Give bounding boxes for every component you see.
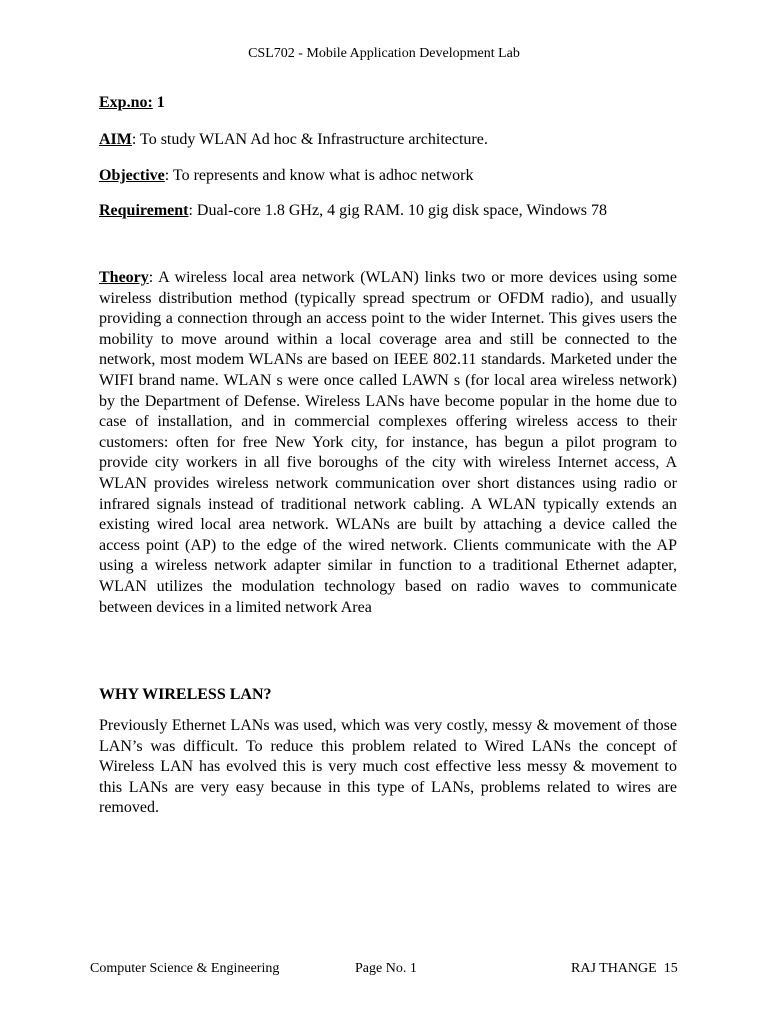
theory-text: : A wireless local area network (WLAN) links two or more devices using some wireless distribution method (typically spread spectrum or OFDM radio), and usually providing a connection through an access point to the wider Internet. This gives users the mobility to move around within a local coverage area and still be connected to the network, most modem WLANs are based on IEEE 802.11 standards. Marketed under the WIFI brand name. WLAN s were once called LAWN s (for local area wireless network) by the Department of Defense. Wireless LANs have become popular in the home due to case of installation, and in commercial complexes offering wireless access to their customers: often for free New York city, for instance, has begun a pilot program to provide city workers in all five boroughs of the city with wireless Internet access, A WLAN provides wireless network communication over short distances using radio or infrared signals instead of traditional network cabling. A WLAN typically extends an existing wired local area network. WLANs are built by attaching a device called the access point (AP) to the edge of the wired network. Clients communicate with the AP using a wireless network adapter similar in function to a traditional Ethernet adapter, WLAN utilizes the modulation technology based on radio waves to communicate between devices in a limited network Area [99,269,677,616]
footer-department: Computer Science & Engineering [90,961,280,976]
page-header: CSL702 - Mobile Application Development Lab [248,46,520,61]
requirement-text: : Dual-core 1.8 GHz, 4 gig RAM. 10 gig disk space, Windows 78 [188,202,608,219]
theory-label: Theory [99,269,149,286]
aim-text: : To study WLAN Ad hoc & Infrastructure architecture. [131,131,488,148]
exp-no-label: Exp.no: [99,94,153,111]
objective-text: : To represents and know what is adhoc network [164,167,474,184]
exp-no-line [99,94,165,112]
exp-no-value: 1 [156,94,165,111]
footer-page-number: Page No. 1 [355,961,417,976]
why-wireless-heading: WHY WIRELESS LAN? [99,686,272,703]
requirement-line [99,202,607,220]
objective-line [99,167,473,185]
theory-paragraph [99,268,677,618]
footer-author: RAJ THANGE 15 [571,961,678,976]
objective-label: Objective [99,167,165,184]
aim-line [99,131,488,149]
aim-label: AIM [99,131,132,148]
why-wireless-paragraph: Previously Ethernet LANs was used, which was very costly, messy & movement of those LAN’s was difficult. To reduce this problem related to Wired LANs the concept of Wireless LAN has evolved this is very much cost effective less messy & movement to this LANs are very easy because in this type of LANs, problems related to wires are removed. [99,717,677,817]
requirement-label: Requirement [99,202,189,219]
